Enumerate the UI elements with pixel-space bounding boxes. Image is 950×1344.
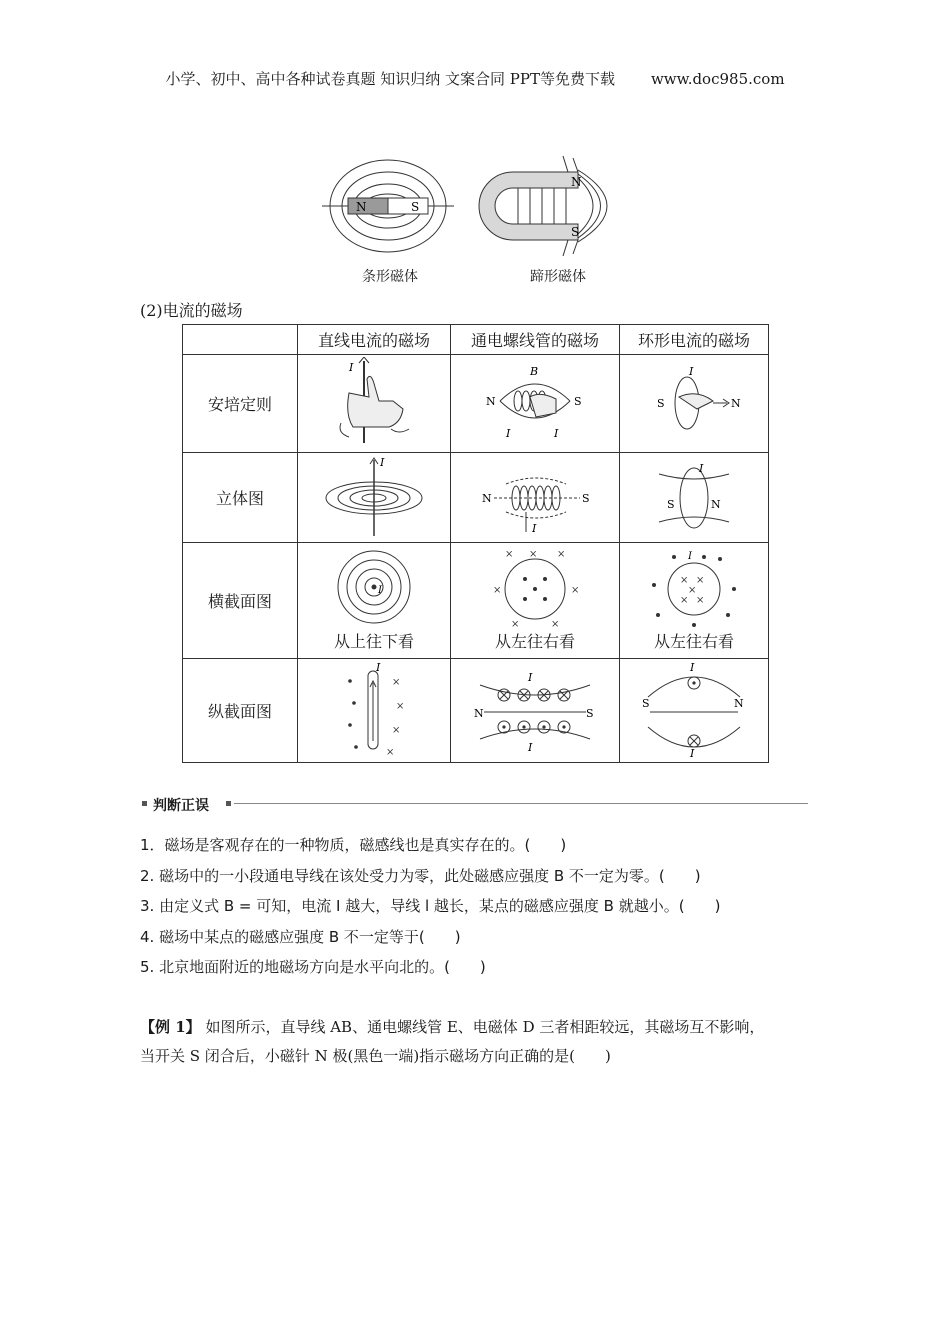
- cell-solenoid-3d: [451, 453, 620, 543]
- straight-3d-diagram: [314, 454, 434, 538]
- cell-straight-ampere: [298, 355, 451, 453]
- loop-hand-diagram: [639, 357, 749, 447]
- cell-straight-long: [298, 659, 451, 763]
- row-label-3d-view: 立体图: [183, 453, 298, 543]
- solenoid-long-diagram: [470, 661, 600, 757]
- loop-cross-diagram: [644, 549, 744, 629]
- horseshoe-magnet-figure: [478, 150, 638, 260]
- table-corner: [183, 325, 298, 355]
- label-north: N: [711, 497, 721, 511]
- col-header-solenoid: 通电螺线管的磁场: [451, 325, 620, 355]
- label-current: I: [378, 585, 382, 596]
- svg-text:×: ×: [493, 585, 502, 596]
- cell-straight-3d: [298, 453, 451, 543]
- cell-solenoid-ampere: [451, 355, 620, 453]
- cell-solenoid-cross: [451, 543, 620, 659]
- straight-long-diagram: [324, 661, 424, 757]
- label-current: I: [506, 426, 511, 440]
- svg-text:×: ×: [392, 676, 401, 688]
- judge-item: 5. 北京地面附近的地磁场方向是水平向北的。( ): [140, 958, 486, 976]
- example-1: [140, 1013, 820, 1071]
- label-current: I: [699, 461, 704, 475]
- bar-magnet-figure: [318, 150, 458, 260]
- label-current: I: [688, 551, 692, 562]
- judge-item: 3. 由定义式 B = 可知，电流 I 越大，导线 l 越长，某点的磁感应强度 B 就越小。( ): [140, 897, 721, 915]
- section-title: (2)电流的磁场: [140, 301, 243, 320]
- svg-text:×: ×: [557, 549, 566, 560]
- solenoid-hand-diagram: [470, 357, 600, 447]
- cell-loop-3d: [620, 453, 769, 543]
- judge-item: 4. 磁场中某点的磁感应强度 B 不一定等于( ): [140, 927, 461, 946]
- bar-magnet-n-half: [348, 198, 388, 214]
- row-label-cross-section: 横截面图: [183, 543, 298, 659]
- bar-magnet-s-half: [388, 198, 428, 214]
- label-current: I: [349, 360, 354, 374]
- svg-text:×: ×: [396, 700, 405, 712]
- label-current: I: [690, 746, 695, 757]
- horseshoe-caption: 蹄形磁体: [530, 269, 586, 285]
- svg-text:×: ×: [392, 724, 401, 736]
- current-field-table: [182, 324, 769, 763]
- svg-text:×: ×: [571, 585, 580, 596]
- cell-loop-cross: [620, 543, 769, 659]
- caption-top-view: 从上往下看: [333, 632, 414, 651]
- caption-left-view: 从左往右看: [494, 632, 575, 651]
- label-north: N: [474, 706, 484, 720]
- label-current: I: [380, 455, 385, 469]
- label-north: N: [482, 491, 492, 505]
- label-south: S: [667, 497, 675, 511]
- judge-list: [140, 830, 820, 983]
- example-line-1: 如图所示，直导线 AB、通电螺线管 E、电磁体 D 三者相距较远，其磁场互不影响，: [205, 1018, 765, 1036]
- cell-solenoid-long: [451, 659, 620, 763]
- bar-magnet-s-label: S: [411, 200, 420, 214]
- straight-hand-diagram: [319, 357, 429, 447]
- horseshoe-n-label: N: [571, 175, 582, 189]
- svg-text:×: ×: [386, 746, 395, 757]
- solenoid-cross-diagram: [485, 549, 585, 629]
- bar-magnet-n-label: N: [356, 200, 367, 214]
- judge-item: 2. 磁场中的一小段通电导线在该处受力为零，此处磁感应强度 B 不一定为零。( ): [140, 866, 701, 885]
- svg-text:×: ×: [505, 549, 514, 560]
- svg-text:×: ×: [680, 595, 689, 606]
- label-current: I: [528, 670, 533, 684]
- label-current: I: [689, 364, 694, 378]
- label-south: S: [582, 491, 590, 505]
- loop-3d-diagram: [639, 454, 749, 538]
- label-south: S: [574, 394, 582, 408]
- label-current: I: [532, 521, 537, 535]
- label-current: I: [690, 660, 695, 674]
- svg-text:×: ×: [688, 585, 697, 596]
- cell-straight-cross: [298, 543, 451, 659]
- label-north: N: [486, 394, 496, 408]
- label-current: I: [376, 660, 381, 674]
- straight-cross-diagram: [324, 549, 424, 629]
- caption-left-view: 从左往右看: [653, 632, 734, 651]
- label-south: S: [642, 696, 650, 710]
- loop-long-diagram: [634, 661, 754, 757]
- svg-text:×: ×: [529, 549, 538, 560]
- label-south: S: [586, 706, 594, 720]
- horseshoe-s-label: S: [571, 225, 580, 239]
- label-north: N: [734, 696, 744, 710]
- col-header-straight: 直线电流的磁场: [298, 325, 451, 355]
- svg-text:×: ×: [511, 619, 520, 629]
- svg-text:×: ×: [551, 619, 560, 629]
- bar-magnet-caption: 条形磁体: [362, 269, 418, 285]
- example-line-2: 当开关 S 闭合后，小磁针 N 极(黑色一端)指示磁场方向正确的是( ): [140, 1047, 611, 1065]
- row-label-ampere-rule: 安培定则: [183, 355, 298, 453]
- header-left-text: 小学、初中、高中各种试卷真题 知识归纳 文案合同 PPT等免费下载: [165, 70, 615, 88]
- label-south: S: [657, 396, 665, 410]
- cell-loop-ampere: [620, 355, 769, 453]
- judge-divider: [140, 795, 810, 813]
- cell-loop-long: [620, 659, 769, 763]
- judge-item: 1．磁场是客观存在的一种物质，磁感线也是真实存在的。( ): [140, 836, 567, 854]
- svg-text:×: ×: [696, 575, 705, 586]
- svg-text:×: ×: [680, 575, 689, 586]
- page-header: [0, 68, 950, 89]
- row-label-longitudinal: 纵截面图: [183, 659, 298, 763]
- label-current: I: [554, 426, 559, 440]
- svg-text:×: ×: [696, 595, 705, 606]
- label-north: N: [731, 396, 741, 410]
- judge-title: 判断正误: [153, 798, 209, 814]
- col-header-loop: 环形电流的磁场: [620, 325, 769, 355]
- solenoid-3d-diagram: [470, 454, 600, 538]
- label-current: I: [528, 740, 533, 754]
- header-url: www.doc985.com: [650, 70, 785, 88]
- label-field-b: B: [530, 364, 539, 378]
- example-label: 【例 1】: [140, 1018, 201, 1036]
